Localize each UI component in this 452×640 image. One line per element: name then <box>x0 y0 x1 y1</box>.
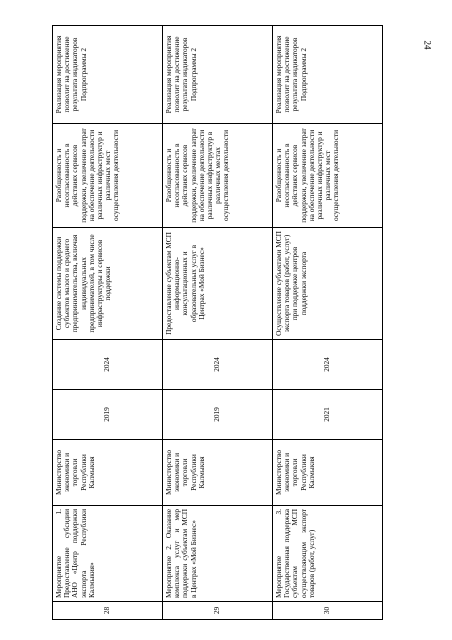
start-year-cell: 2021 <box>273 390 383 440</box>
link-cell: Реализация мероприятия позволит на достижение результата индикаторов Подпрограммы 2 <box>53 26 163 124</box>
row-number: 30 <box>273 602 383 620</box>
result-cell: Предоставление субъектам МСП информационно-консультационных и образовательных услуг в Центрах «Мой Бизнес» <box>163 228 273 340</box>
risk-cell: Разобщенность и несогласованность в действиях сервисов поддержки, увеличение затрат на обеспечение деятельности различных инфраструктур и различных мест осуществления деятельности <box>53 124 163 228</box>
end-year-cell: 2024 <box>163 340 273 390</box>
row-number: 28 <box>53 602 163 620</box>
table-row <box>273 26 383 620</box>
link-cell: Реализация мероприятия позволит на достижение результата индикаторов Подпрограммы 2 <box>163 26 273 124</box>
risk-cell: Разобщенность и несогласованность в действиях сервисов поддержки, увеличение затрат на обеспечение деятельности различных инфраструктур и различных мест осуществления деятельности <box>273 124 383 228</box>
measure-cell: Мероприятие 1. Предоставление субсидии АНО «Центр поддержки экспорта Республики Калмыкия» <box>53 506 163 602</box>
end-year-cell: 2024 <box>273 340 383 390</box>
result-cell: Создание системы поддержки субъектов малого и среднего предпринимательства, включая индивидуальных предпринимателей, в том числе инфраструктуры и сервисов поддержки <box>53 228 163 340</box>
measures-table <box>52 25 383 620</box>
result-cell: Осуществление субъектами МСП экспорта товаров (работ, услуг) при поддержке центров поддержки экспорта <box>273 228 383 340</box>
end-year-cell: 2024 <box>53 340 163 390</box>
risk-cell: Разобщенность и несогласованность в действиях сервисов поддержки, увеличение затрат на обеспечение деятельности различных инфраструктур в различных местах осуществления деятельности <box>163 124 273 228</box>
row-number: 29 <box>163 602 273 620</box>
table-row <box>163 26 273 620</box>
link-cell: Реализация мероприятия позволит на достижение результата индикаторов Подпрограммы 2 <box>273 26 383 124</box>
page-number: 24 <box>422 40 433 50</box>
executor-cell: Министерство экономики и торговли Республики Калмыкия <box>53 440 163 506</box>
rotated-table-frame <box>52 26 382 620</box>
table-row <box>53 26 163 620</box>
measure-cell: Мероприятие 3. Государственная поддержка субъектам МСП осуществляющим экспорт товаров (работ, услуг) <box>273 506 383 602</box>
executor-cell: Министерство экономики и торговли Республики Калмыкия <box>273 440 383 506</box>
executor-cell: Министерство экономики и торговли Республики Калмыкия <box>163 440 273 506</box>
measure-cell: Мероприятие 2. Оказание комплекса услуг и мер поддержки субъектам МСП в Центрах «Мой Бизнес» <box>163 506 273 602</box>
start-year-cell: 2019 <box>163 390 273 440</box>
start-year-cell: 2019 <box>53 390 163 440</box>
